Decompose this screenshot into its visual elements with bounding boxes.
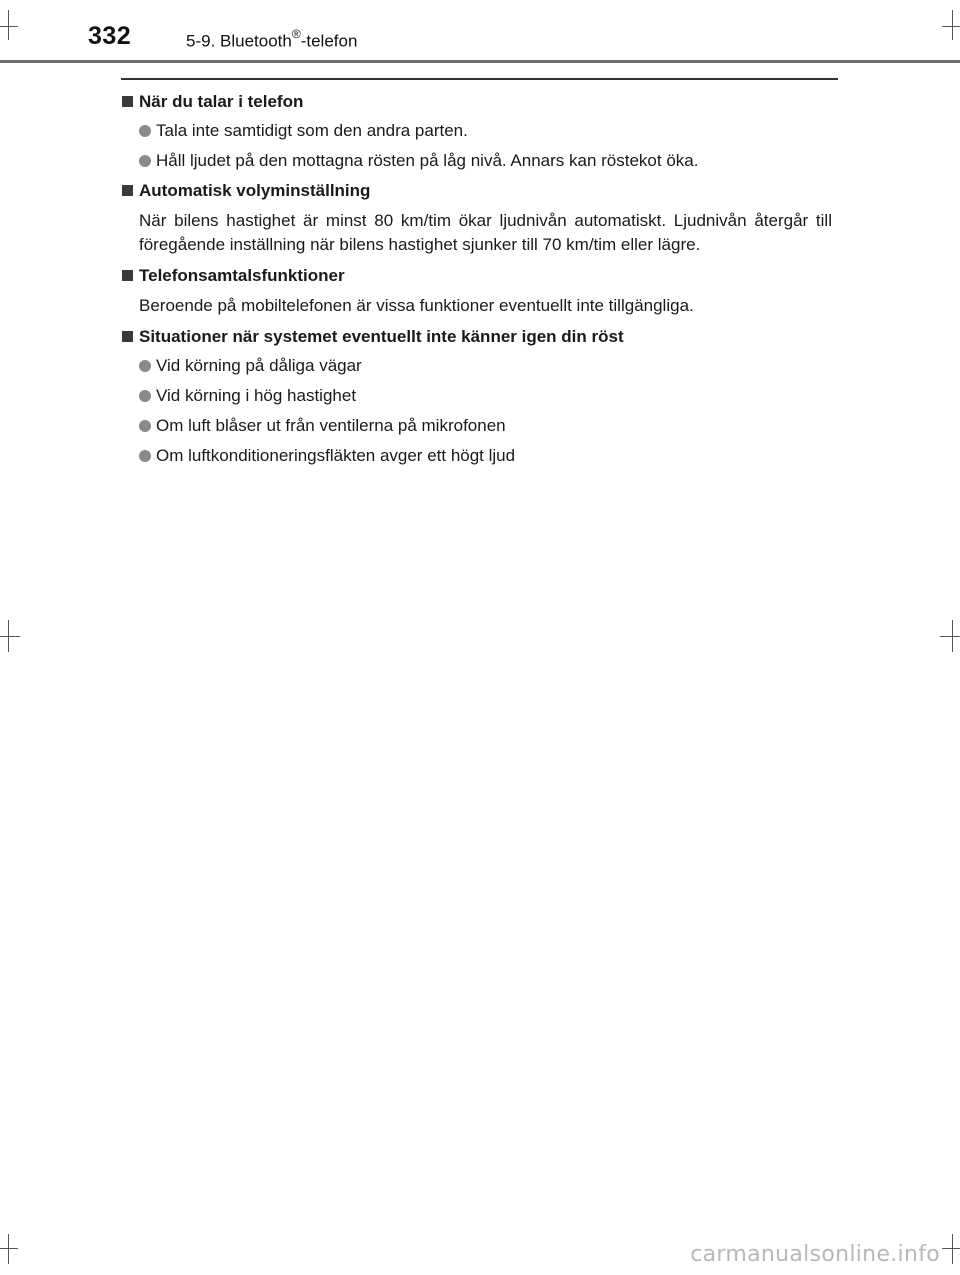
chapter-title-suffix: -telefon <box>300 31 358 51</box>
section-heading-text: Situationer när systemet eventuellt inte känner igen din röst <box>139 327 624 346</box>
chapter-title-prefix: 5-9. Bluetooth <box>186 31 292 51</box>
page-number: 332 <box>88 22 132 50</box>
list-item <box>139 120 832 142</box>
list-item <box>139 355 832 377</box>
registered-mark: ® <box>291 27 301 41</box>
list-item-text: Vid körning på dåliga vägar <box>156 356 362 375</box>
section-voice-recognition <box>122 326 832 467</box>
square-icon <box>122 331 133 342</box>
circle-bullet-icon <box>139 390 151 402</box>
chapter-title <box>186 29 357 52</box>
circle-bullet-icon <box>139 360 151 372</box>
circle-bullet-icon <box>139 420 151 432</box>
content-rule <box>121 78 838 80</box>
section-paragraph: När bilens hastighet är minst 80 km/tim ökar ljudnivån automatiskt. Ljudnivån återgår till föregående inställning när bilens hastighet sjunker till 70 km/tim eller lägre. <box>139 211 832 254</box>
list-item-text: Håll ljudet på den mottagna rösten på låg nivå. Annars kan röstekot öka. <box>156 151 699 170</box>
section-auto-volume <box>122 180 832 257</box>
square-icon <box>122 96 133 107</box>
section-heading <box>122 91 832 113</box>
section-talking <box>122 91 832 172</box>
circle-bullet-icon <box>139 125 151 137</box>
section-heading-text: När du talar i telefon <box>139 92 304 111</box>
list-item <box>139 445 832 467</box>
square-icon <box>122 185 133 196</box>
square-icon <box>122 270 133 281</box>
list-item-text: Om luftkonditioneringsfläkten avger ett högt ljud <box>156 446 516 465</box>
section-heading <box>122 180 832 202</box>
watermark-text: carmanualsonline.info <box>690 1242 940 1267</box>
section-heading <box>122 326 832 348</box>
section-heading-text: Telefonsamtalsfunktioner <box>139 266 345 285</box>
list-item-text: Vid körning i hög hastighet <box>156 386 357 405</box>
circle-bullet-icon <box>139 155 151 167</box>
list-item <box>139 385 832 407</box>
list-item-text: Om luft blåser ut från ventilerna på mikrofonen <box>156 416 506 435</box>
content-body <box>122 91 832 475</box>
section-heading <box>122 265 832 287</box>
section-heading-text: Automatisk volyminställning <box>139 181 371 200</box>
section-paragraph: Beroende på mobiltelefonen är vissa funktioner eventuellt inte tillgängliga. <box>139 296 694 315</box>
list-item-text: Tala inte samtidigt som den andra parten. <box>156 121 468 140</box>
section-call-functions <box>122 265 832 318</box>
list-item <box>139 150 832 172</box>
circle-bullet-icon <box>139 450 151 462</box>
header-rule <box>0 60 960 63</box>
list-item <box>139 415 832 437</box>
